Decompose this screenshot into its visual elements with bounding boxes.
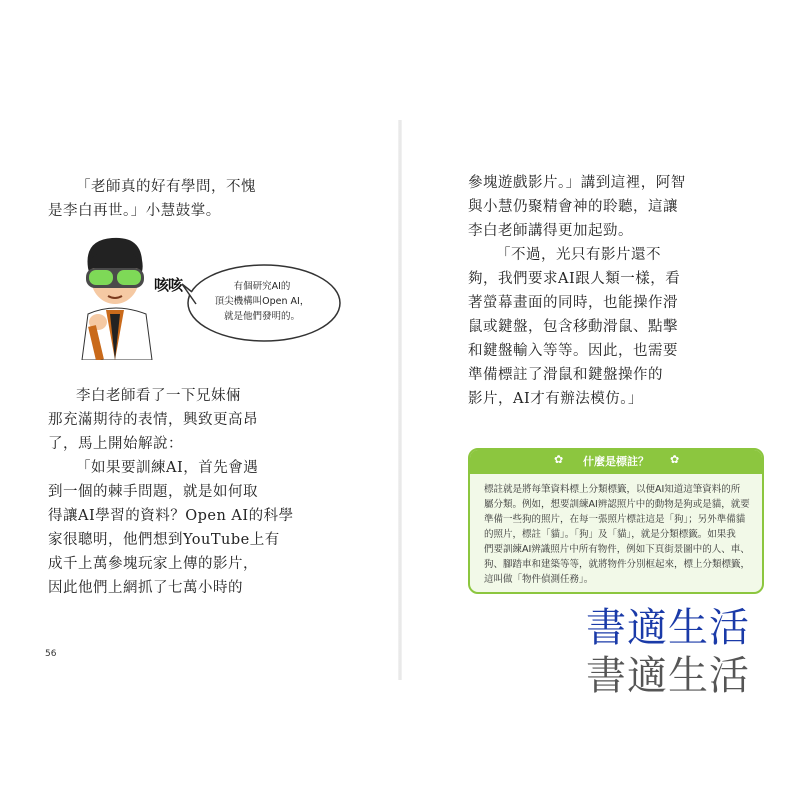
text-line: 了，馬上開始解說： [48,436,183,452]
book-spine [398,120,402,680]
text-line: 李白老師看了一下兄妹倆 [76,388,241,404]
text-line: 因此他們上網抓了七萬小時的 [48,580,243,596]
annotation-sidebar-box [468,448,764,594]
sidebar-line: 這叫做「物件偵測任務」。 [484,574,594,585]
text-line: 是李白再世。」小慧鼓掌。 [48,203,221,219]
bubble-line: 頂尖機構叫Open AI， [214,296,310,307]
sidebar-line: 屬分類。例如，想要訓練AI辨認照片中的動物是狗或是貓，就要 [484,499,750,510]
text-line: 李白老師講得更加起勁。 [468,223,633,239]
gear-icon: ✿ [554,453,564,466]
text-line: 成千上萬參塊玩家上傳的影片， [48,556,258,572]
text-line: 「老師真的好有學問，不愧 [76,179,256,195]
text-line: 影片，AI才有辦法模仿。」 [468,391,643,407]
text-line: 到一個的棘手問題，就是如何取 [48,484,258,500]
sidebar-line: 標註就是將每筆資料標上分類標籤，以便AI知道這筆資料的所 [484,484,741,495]
cough-exclamation: 咳咳 [154,276,183,294]
sidebar-body [484,482,752,587]
watermark-gray: 書適生活 [586,653,750,699]
text-line: 那充滿期待的表情，興致更高昂 [48,412,258,428]
text-line: 著螢幕畫面的同時，也能操作滑 [468,295,678,311]
speech-bubble-text [196,279,328,324]
text-line: 「如果要訓練AI，首先會遇 [76,460,259,476]
sidebar-line: 的照片，標註「貓」。「狗」及「貓」，就是分類標籤。如果我 [484,529,736,540]
bubble-line: 有個研究AI的 [233,281,291,292]
teacher-character-illustration [70,230,165,360]
text-line: 得讓AI學習的資料？Open AI的科學 [48,508,294,524]
text-line: 與小慧仍聚精會神的聆聽，這讓 [468,199,678,215]
text-line: 家很聰明，他們想到YouTube上有 [48,532,280,548]
sidebar-line: 準備一些狗的照片，在每一張照片標註這是「狗」；另外準備貓 [484,514,746,525]
sidebar-line: 們要訓練AI辨識照片中所有物件，例如下頁街景圖中的人、車、 [484,544,750,555]
sidebar-line: 狗、腳踏車和建築等等，就將物件分別框起來，標上分類標籤， [484,559,751,570]
text-line: 夠，我們要求AI跟人類一樣，看 [468,271,681,287]
watermark-blue: 書適生活 [586,605,750,651]
bubble-line: 就是他們發明的。 [223,311,300,322]
text-line: 參塊遊戲影片。」講到這裡，阿智 [468,175,686,191]
page-number: 56 [45,649,57,659]
text-line: 鼠或鍵盤，包含移動滑鼠、點擊 [468,319,678,335]
sidebar-title: 什麼是標註？ [583,455,649,468]
gear-icon: ✿ [670,453,680,466]
sidebar-header [470,450,762,474]
text-line: 和鍵盤輸入等等。因此，也需要 [468,343,678,359]
text-line: 準備標註了滑鼠和鍵盤操作的 [468,367,663,383]
text-line: 「不過，光只有影片還不 [496,247,661,263]
